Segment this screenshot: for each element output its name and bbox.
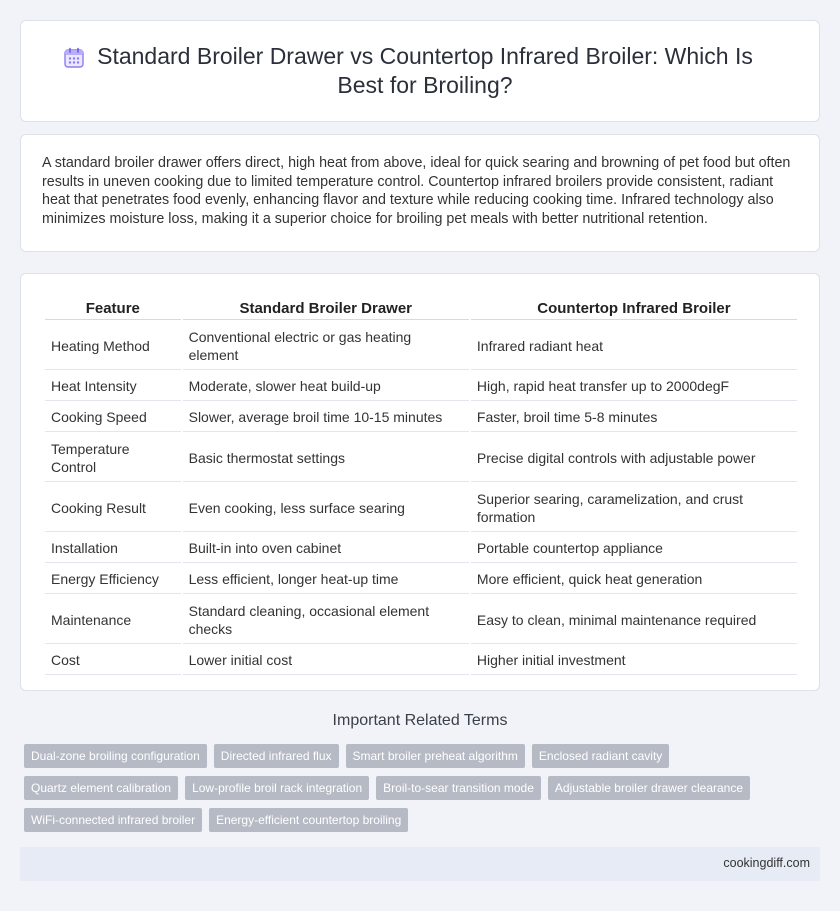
cell-infrared: Faster, broil time 5-8 minutes <box>471 403 797 432</box>
cell-feature: Cost <box>45 646 181 675</box>
cell-feature: Maintenance <box>45 596 181 644</box>
table-header-row <box>45 298 797 320</box>
term-tag[interactable]: Enclosed radiant cavity <box>532 744 669 768</box>
table-row <box>45 322 797 370</box>
header-infrared-broiler: Countertop Infrared Broiler <box>471 298 797 320</box>
cell-feature: Cooking Result <box>45 484 181 532</box>
cell-standard: Moderate, slower heat build-up <box>183 372 469 401</box>
cell-standard: Basic thermostat settings <box>183 434 469 482</box>
related-terms-list <box>24 744 814 832</box>
cell-infrared: Superior searing, caramelization, and crust formation <box>471 484 797 532</box>
term-tag[interactable]: Low-profile broil rack integration <box>185 776 369 800</box>
cell-feature: Cooking Speed <box>45 403 181 432</box>
cell-feature: Installation <box>45 534 181 563</box>
table-row <box>45 403 797 432</box>
cell-standard: Standard cleaning, occasional element checks <box>183 596 469 644</box>
comparison-table <box>43 296 799 677</box>
term-tag[interactable]: Smart broiler preheat algorithm <box>346 744 525 768</box>
table-row <box>45 434 797 482</box>
term-tag[interactable]: Directed infrared flux <box>214 744 339 768</box>
footer-site-link[interactable]: cookingdiff.com <box>723 856 810 870</box>
header-standard-broiler: Standard Broiler Drawer <box>183 298 469 320</box>
term-tag[interactable]: WiFi-connected infrared broiler <box>24 808 202 832</box>
term-tag[interactable]: Adjustable broiler drawer clearance <box>548 776 750 800</box>
cell-infrared: Infrared radiant heat <box>471 322 797 370</box>
term-tag[interactable]: Dual-zone broiling configuration <box>24 744 207 768</box>
cell-infrared: Portable countertop appliance <box>471 534 797 563</box>
table-row <box>45 596 797 644</box>
table-row <box>45 372 797 401</box>
table-row <box>45 534 797 563</box>
cell-feature: Heating Method <box>45 322 181 370</box>
term-tag[interactable]: Quartz element calibration <box>24 776 178 800</box>
intro-text: A standard broiler drawer offers direct, high heat from above, ideal for quick searing and browning of pet food but often results in uneven cooking due to limited temperature control. Countertop infrared broilers provide consistent, radiant heat that penetrates food evenly, enhancing flavor and texture while reducing cooking time. Infrared technology also minimizes moisture loss, making it a superior choice for broiling pet meals with better nutritional retention. <box>42 155 791 227</box>
intro-card <box>20 134 820 252</box>
cell-standard: Even cooking, less surface searing <box>183 484 469 532</box>
cell-feature: Energy Efficiency <box>45 565 181 594</box>
cell-feature: Heat Intensity <box>45 372 181 401</box>
cell-standard: Slower, average broil time 10-15 minutes <box>183 403 469 432</box>
page-title: Standard Broiler Drawer vs Countertop Infrared Broiler: Which Is Best for Broiling? <box>97 43 753 98</box>
cell-feature: Temperature Control <box>45 434 181 482</box>
comparison-card <box>20 273 820 691</box>
title-card <box>20 20 820 122</box>
cell-infrared: Easy to clean, minimal maintenance required <box>471 596 797 644</box>
header-feature: Feature <box>45 298 181 320</box>
footer <box>20 847 820 881</box>
term-tag[interactable]: Broil-to-sear transition mode <box>376 776 541 800</box>
table-row <box>45 565 797 594</box>
cell-standard: Built-in into oven cabinet <box>183 534 469 563</box>
cell-infrared: High, rapid heat transfer up to 2000degF <box>471 372 797 401</box>
term-tag[interactable]: Energy-efficient countertop broiling <box>209 808 408 832</box>
cell-standard: Lower initial cost <box>183 646 469 675</box>
related-terms-heading: Important Related Terms <box>332 712 508 729</box>
table-row <box>45 484 797 532</box>
cell-infrared: Precise digital controls with adjustable power <box>471 434 797 482</box>
cell-standard: Conventional electric or gas heating element <box>183 322 469 370</box>
cell-infrared: Higher initial investment <box>471 646 797 675</box>
cell-standard: Less efficient, longer heat-up time <box>183 565 469 594</box>
table-row <box>45 646 797 675</box>
cell-infrared: More efficient, quick heat generation <box>471 565 797 594</box>
